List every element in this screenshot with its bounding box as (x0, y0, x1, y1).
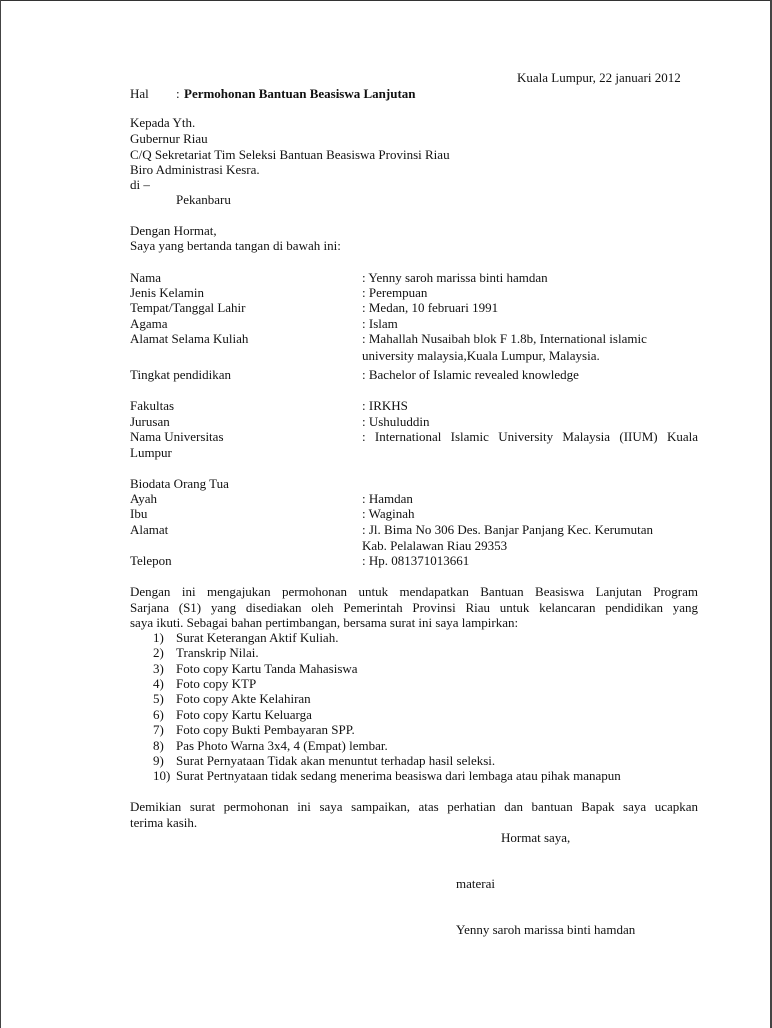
list-item-number: 6) (153, 707, 164, 722)
field-value-ibu: : Waginah (362, 506, 415, 521)
field-value-alamat-ortu: : Jl. Bima No 306 Des. Banjar Panjang Kec. Kerumutan (362, 522, 653, 537)
list-item: Foto copy Bukti Pembayaran SPP. (176, 722, 355, 737)
body-line-2: Sarjana (S1) yang disediakan oleh Pemerintah Provinsi Riau untuk kelancaran pendidikan yang (130, 600, 698, 615)
signoff: Hormat saya, (501, 830, 571, 845)
recipient-line-5: di – (130, 177, 150, 192)
field-label-universitas: Nama Universitas (130, 429, 224, 444)
field-value-agama: : Islam (362, 316, 398, 331)
field-value-ttl: : Medan, 10 februari 1991 (362, 300, 499, 315)
subject-separator: : (176, 86, 180, 101)
subject-label: Hal (130, 86, 149, 101)
closing-line-1: Demikian surat permohonan ini saya sampaikan, atas perhatian dan bantuan Bapak saya ucapkan (130, 799, 698, 814)
field-label-ibu: Ibu (130, 506, 148, 521)
field-value-alamat-ortu-2: Kab. Pelalawan Riau 29353 (362, 538, 508, 553)
signer-name: Yenny saroh marissa binti hamdan (456, 922, 636, 937)
list-item-number: 3) (153, 661, 164, 676)
greeting: Dengan Hormat, (130, 223, 217, 238)
field-value-jurusan: : Ushuluddin (362, 414, 430, 429)
list-item: Foto copy Kartu Tanda Mahasiswa (176, 661, 358, 676)
field-label-jenis-kelamin: Jenis Kelamin (130, 285, 205, 300)
list-item: Foto copy Kartu Keluarga (176, 707, 312, 722)
materai-label: materai (456, 876, 495, 891)
field-label-ttl: Tempat/Tanggal Lahir (130, 300, 246, 315)
field-value-universitas: : International Islamic University Malaysia (IIUM) Kuala (362, 429, 698, 444)
body-line-3: saya ikuti. Sebagai bahan pertimbangan, bersama surat ini saya lampirkan: (130, 615, 519, 630)
list-item-number: 7) (153, 722, 164, 737)
list-item-number: 8) (153, 738, 164, 753)
list-item-number: 9) (153, 753, 164, 768)
field-value-nama: : Yenny saroh marissa binti hamdan (362, 270, 548, 285)
list-item: Surat Pernyataan Tidak akan menuntut terhadap hasil seleksi. (176, 753, 496, 768)
recipient-line-2: Gubernur Riau (130, 131, 208, 146)
field-value-alamat-kuliah-2: university malaysia,Kuala Lumpur, Malaysia. (362, 348, 600, 363)
field-value-tingkat: : Bachelor of Islamic revealed knowledge (362, 367, 579, 382)
field-label-agama: Agama (130, 316, 168, 331)
list-item: Foto copy KTP (176, 676, 257, 691)
field-label-nama: Nama (130, 270, 162, 285)
field-value-universitas-2: Lumpur (130, 445, 172, 460)
date-line: Kuala Lumpur, 22 januari 2012 (517, 70, 681, 85)
field-label-jurusan: Jurusan (130, 414, 170, 429)
page-border-top (0, 0, 772, 1)
list-item: Surat Pertnyataan tidak sedang menerima beasiswa dari lembaga atau pihak manapun (176, 768, 621, 783)
field-value-telepon: : Hp. 081371013661 (362, 553, 470, 568)
field-label-tingkat: Tingkat pendidikan (130, 367, 231, 382)
list-item: Transkrip Nilai. (176, 645, 259, 660)
field-label-fakultas: Fakultas (130, 398, 175, 413)
field-label-telepon: Telepon (130, 553, 172, 568)
field-label-alamat-ortu: Alamat (130, 522, 169, 537)
recipient-city: Pekanbaru (176, 192, 231, 207)
field-value-ayah: : Hamdan (362, 491, 413, 506)
list-item-number: 5) (153, 691, 164, 706)
subject-value: Permohonan Bantuan Beasiswa Lanjutan (184, 86, 416, 101)
field-value-alamat-kuliah: : Mahallah Nusaibah blok F 1.8b, International islamic (362, 331, 647, 346)
body-line-1: Dengan ini mengajukan permohonan untuk mendapatkan Bantuan Beasiswa Lanjutan Program (130, 584, 698, 599)
recipient-line-3: C/Q Sekretariat Tim Seleksi Bantuan Beasiswa Provinsi Riau (130, 147, 450, 162)
recipient-line-1: Kepada Yth. (130, 115, 196, 130)
intro: Saya yang bertanda tangan di bawah ini: (130, 238, 341, 253)
field-label-alamat-kuliah: Alamat Selama Kuliah (130, 331, 249, 346)
list-item: Pas Photo Warna 3x4, 4 (Empat) lembar. (176, 738, 388, 753)
list-item-number: 1) (153, 630, 164, 645)
field-value-jenis-kelamin: : Perempuan (362, 285, 428, 300)
parents-heading: Biodata Orang Tua (130, 476, 229, 491)
list-item: Foto copy Akte Kelahiran (176, 691, 311, 706)
list-item-number: 4) (153, 676, 164, 691)
closing-line-2: terima kasih. (130, 815, 198, 830)
list-item-number: 10) (153, 768, 171, 783)
page-border-left (0, 0, 1, 1028)
list-item: Surat Keterangan Aktif Kuliah. (176, 630, 339, 645)
recipient-line-4: Biro Administrasi Kesra. (130, 162, 260, 177)
list-item-number: 2) (153, 645, 164, 660)
field-label-ayah: Ayah (130, 491, 157, 506)
field-value-fakultas: : IRKHS (362, 398, 408, 413)
